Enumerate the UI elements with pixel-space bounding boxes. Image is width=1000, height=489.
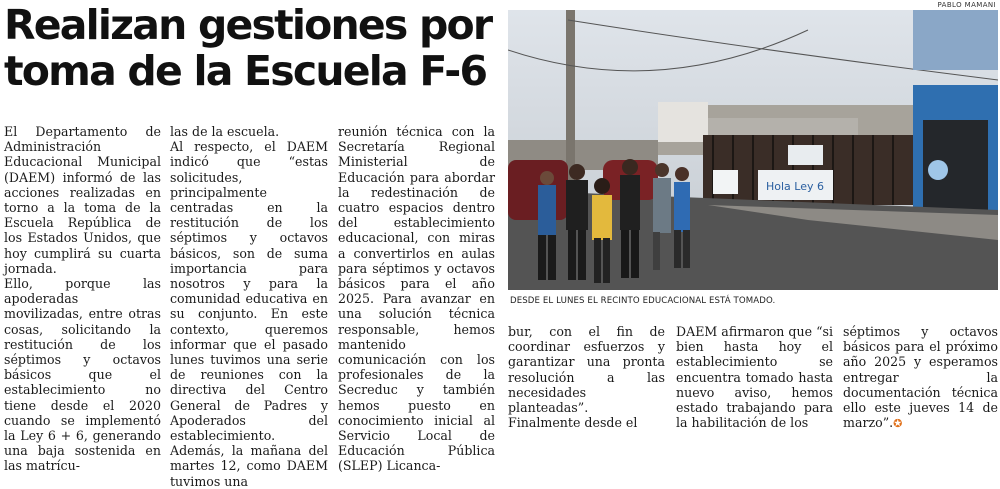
article-column-4	[508, 324, 665, 430]
article-column-5	[676, 324, 833, 430]
paragraph: Finalmente desde el	[508, 415, 638, 431]
paragraph-text: séptimos y octavos básicos para el próximo año 2025 y esperamos entregar la documentación técnica ello este jueves 14 de marzo”.	[843, 324, 998, 431]
photo-caption: DESDE EL LUNES EL RECINTO EDUCACIONAL ESTÁ TOMADO.	[510, 296, 776, 306]
paragraph: DAEM afirmaron que “si bien hasta hoy el establecimiento se encuentra tomado hasta nuevo aviso, hemos estado trabajando para la habilitación de los	[676, 324, 833, 431]
headline-line-2: toma de la Escuela F-6	[4, 47, 487, 95]
headline	[4, 2, 504, 94]
article-photo	[508, 10, 998, 290]
paragraph: las de la escuela.	[170, 124, 280, 139]
headline-line-1: Realizan gestiones por	[4, 1, 492, 49]
article-column-1	[4, 124, 161, 474]
paragraph: Ello, porque las apoderadas movilizadas, entre otras cosas, solicitando la restitución de los séptimos y octavos básicos que el establecimiento no tiene desde el 2020 cuando se implementó la Ley 6 + 6, generando una baja sostenida en las matrícu-	[4, 276, 161, 474]
article-column-6	[843, 324, 998, 431]
paragraph	[843, 324, 998, 431]
banner-text: Hola Ley 6	[766, 180, 825, 193]
paragraph: El Departamento de Administración Educacional Municipal (DAEM) informó de las acciones realizadas en torno a la toma de la Escuela República de los Estados Unidos, que hoy cumplirá su cuarta jornada.	[4, 124, 161, 276]
article-column-3	[338, 124, 495, 474]
paragraph: bur, con el fin de coordinar esfuerzos y garantizar una pronta resolución a las necesidades planteadas”.	[508, 324, 665, 416]
photo-credit: PABLO MAMANI	[937, 1, 996, 9]
paragraph: reunión técnica con la Secretaría Regional Ministerial de Educación para abordar la redestinación de cuatro espacios dentro del establecimiento educacional, con miras a convertirlos en aulas para séptimos y octavos básicos para el año 2025. Para avanzar en una solución técnica responsable, hemos mantenido comunicación con los profesionales de la Secreduc y también hemos puesto en conocimiento inicial al Servicio Local de Educación Pública (SLEP) Licanca-	[338, 124, 495, 474]
end-of-article-icon: ✪	[893, 417, 903, 431]
article-column-2	[170, 124, 328, 489]
paragraph: Al respecto, el DAEM indicó que “estas solicitudes, principalmente centradas en la restitución de los séptimos y octavos básicos, son de suma importancia para nosotros y para la comunidad educativa en su conjunto. En este contexto, queremos informar que el pasado lunes tuvimos una serie de reuniones con la directiva del Centro General de Padres y Apoderados del establecimiento. Además, la mañana del martes 12, como DAEM tuvimos una	[170, 139, 328, 489]
